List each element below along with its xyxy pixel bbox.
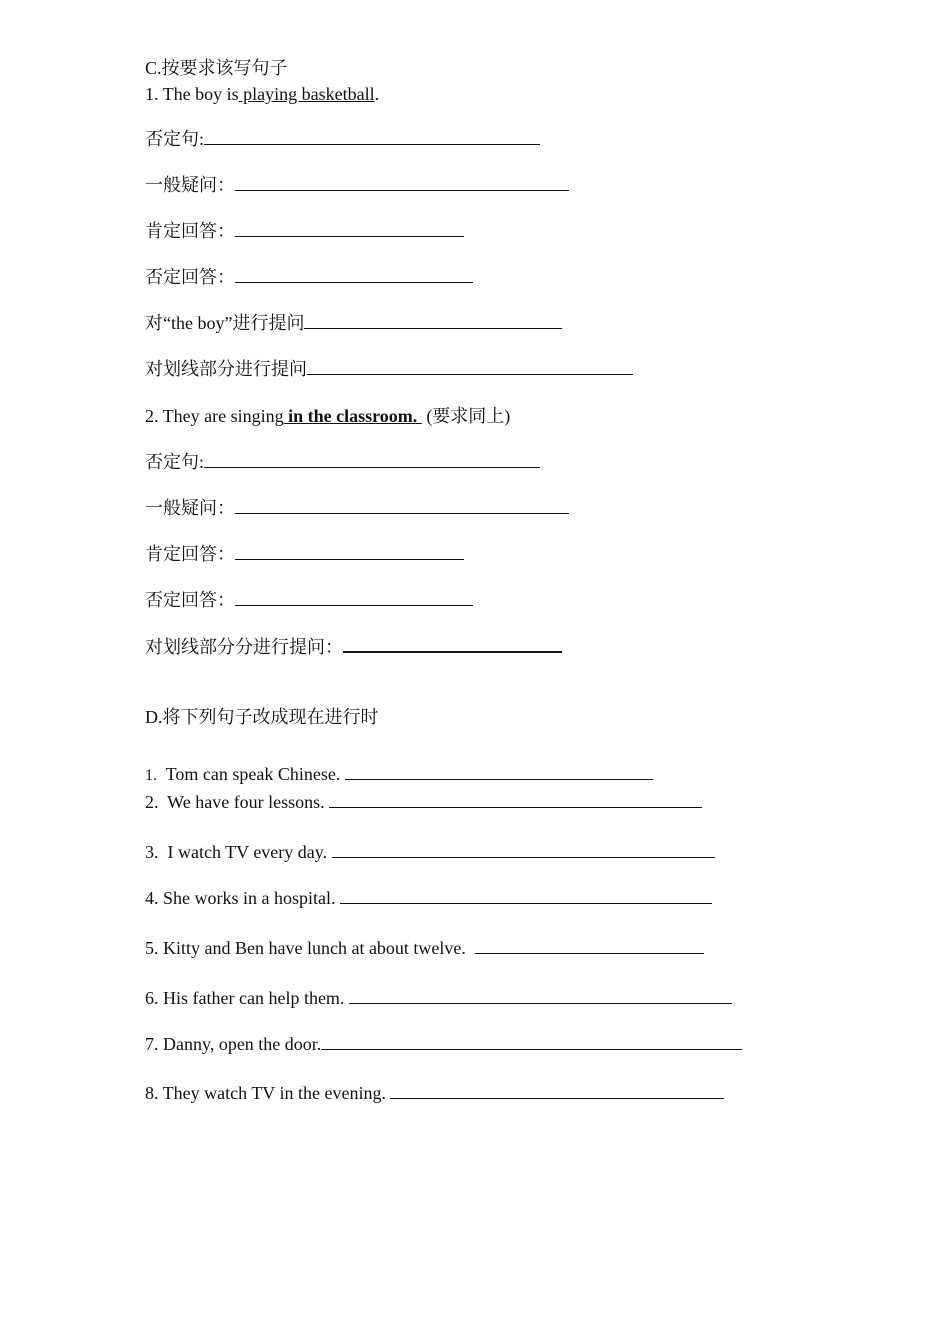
q2-short-no-answer-blank[interactable] (235, 589, 473, 606)
q2-yesno-line (145, 497, 569, 519)
section-d-item-5 (145, 937, 704, 959)
q1-prefix: 1. The boy is (145, 84, 239, 104)
item-sentence: I watch TV every day. (158, 842, 332, 862)
item-number: 1. (145, 767, 157, 784)
item-number: 4. (145, 888, 159, 908)
section-d-title: D.将下列句子改成现在进行时 (145, 707, 379, 727)
item-sentence: Tom can speak Chinese. (157, 764, 345, 784)
q1-ask-boy-label: 对“the boy”进行提问 (145, 313, 305, 333)
q1-short-yes-label: 肯定回答： (145, 221, 235, 241)
item-answer-blank[interactable] (332, 841, 715, 858)
q2-negative-label: 否定句: (145, 452, 205, 472)
q1-negative-line (145, 128, 540, 150)
q2-suffix: (要求同上) (421, 406, 511, 426)
q1-short-no-line (145, 266, 473, 288)
q1-short-yes-line (145, 220, 464, 242)
q1-ask-underlined-label: 对划线部分进行提问 (145, 359, 307, 379)
q1-short-no-label: 否定回答： (145, 267, 235, 287)
item-sentence: They watch TV in the evening. (158, 1083, 391, 1103)
item-number: 6. (145, 988, 159, 1008)
q2-negative-answer-blank[interactable] (204, 451, 540, 468)
q2-ask-underlined-label: 对划线部分分进行提问： (145, 637, 343, 657)
section-d-item-6 (145, 987, 732, 1009)
item-sentence: Kitty and Ben have lunch at about twelve. (158, 938, 475, 958)
q2-short-yes-label: 肯定回答： (145, 544, 235, 564)
section-d-item-1 (145, 763, 653, 787)
item-answer-blank[interactable] (321, 1033, 742, 1050)
item-number: 7. (145, 1034, 159, 1054)
item-number: 5. (145, 938, 159, 958)
q2-negative-line (145, 451, 540, 473)
q1-underlined-part: playing basketball (238, 84, 375, 104)
q1-suffix: . (374, 84, 380, 104)
section-d-item-4 (145, 887, 712, 909)
q1-yesno-answer-blank[interactable] (235, 174, 569, 191)
item-answer-blank[interactable] (349, 987, 732, 1004)
section-c-title: C.按要求该写句子 (145, 58, 288, 78)
section-d-item-3 (145, 841, 715, 863)
q2-ask-underlined-line (145, 635, 562, 658)
q1-ask-boy-answer-blank[interactable] (304, 312, 562, 329)
q2-short-yes-answer-blank[interactable] (235, 543, 464, 560)
q2-yesno-answer-blank[interactable] (235, 497, 569, 514)
item-answer-blank[interactable] (340, 887, 712, 904)
question-2-sentence (145, 405, 510, 427)
q2-short-yes-line (145, 543, 464, 565)
item-sentence: She works in a hospital. (158, 888, 340, 908)
item-sentence: His father can help them. (158, 988, 349, 1008)
item-sentence: Danny, open the door. (158, 1034, 322, 1054)
section-d-item-7 (145, 1033, 742, 1055)
q1-negative-label: 否定句: (145, 129, 205, 149)
item-answer-blank[interactable] (475, 937, 704, 954)
section-d-item-2 (145, 791, 702, 813)
q2-prefix: 2. They are singing (145, 406, 284, 426)
question-1-sentence (145, 83, 379, 105)
item-number: 3. (145, 842, 159, 862)
q2-ask-underlined-answer-blank[interactable] (343, 635, 562, 653)
q1-negative-answer-blank[interactable] (204, 128, 540, 145)
item-number: 2. (145, 792, 159, 812)
q2-underlined-part: in the classroom. (283, 406, 422, 426)
q2-yesno-label: 一般疑问： (145, 498, 235, 518)
q1-ask-boy-line (145, 312, 562, 334)
section-d-item-8 (145, 1082, 724, 1104)
q1-ask-underlined-answer-blank[interactable] (307, 358, 633, 375)
item-answer-blank[interactable] (329, 791, 702, 808)
q2-short-no-label: 否定回答： (145, 590, 235, 610)
q1-yesno-line (145, 174, 569, 196)
item-answer-blank[interactable] (390, 1082, 724, 1099)
q1-ask-underlined-line (145, 358, 633, 380)
item-answer-blank[interactable] (345, 763, 653, 780)
item-number: 8. (145, 1083, 159, 1103)
q1-yesno-label: 一般疑问： (145, 175, 235, 195)
q1-short-yes-answer-blank[interactable] (235, 220, 464, 237)
q2-short-no-line (145, 589, 473, 611)
item-sentence: We have four lessons. (158, 792, 330, 812)
q1-short-no-answer-blank[interactable] (235, 266, 473, 283)
